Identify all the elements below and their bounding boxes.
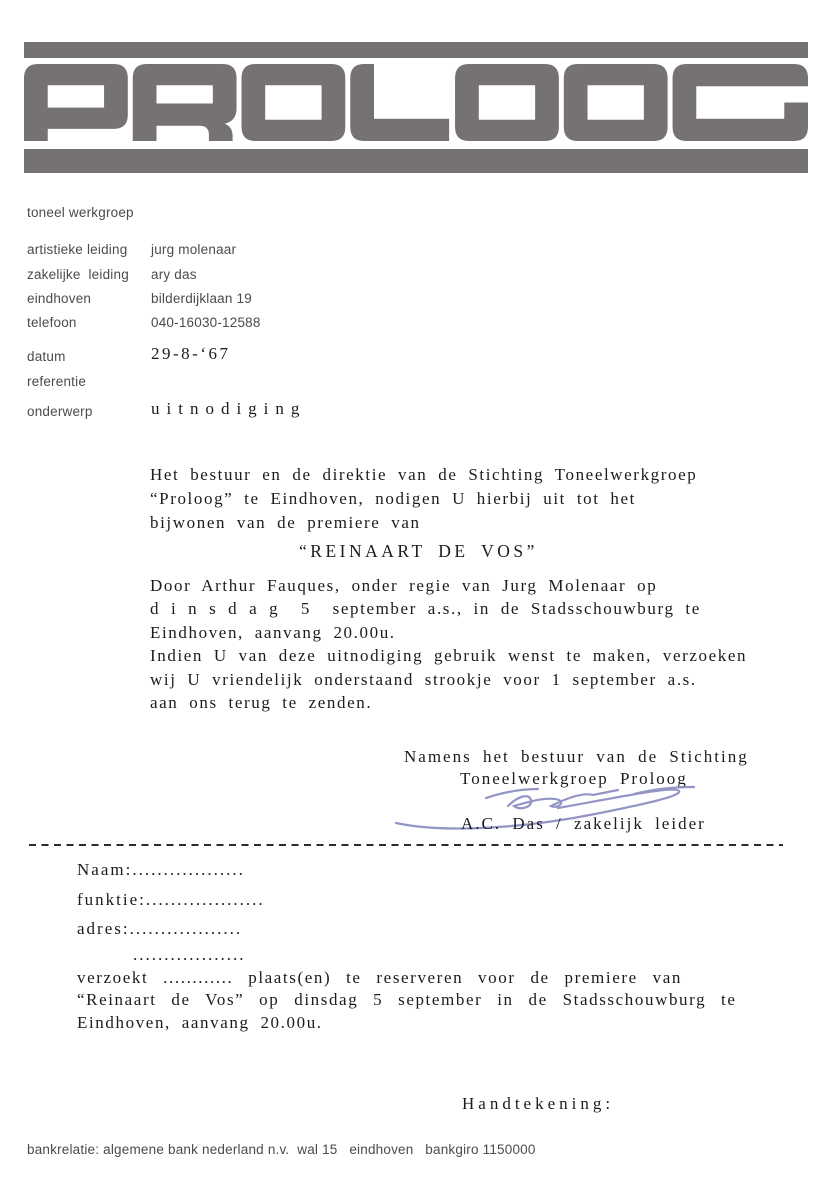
value-datum: 29-8-‘67 <box>151 344 231 363</box>
closing-line-2: Toneelwerkgroep Proloog <box>460 769 688 788</box>
label-referentie: referentie <box>27 374 87 389</box>
label-datum: datum <box>27 349 66 364</box>
body-line: Door Arthur Fauques, onder regie van Jurg Molenaar op <box>150 576 658 595</box>
body-line: bijwonen van de premiere van <box>150 513 421 532</box>
body-line: Het bestuur en de direktie van de Stichting Toneelwerkgroep <box>150 465 698 484</box>
logo-letter-g <box>673 64 808 141</box>
form-field-adres-2: .................. <box>133 945 246 964</box>
body-line: Eindhoven, aanvang 20.00u. <box>150 622 396 642</box>
body-line: Indien U van deze uitnodiging gebruik wenst te maken, verzoeken <box>150 646 748 666</box>
proloog-wordmark <box>24 64 808 141</box>
label-telefoon: telefoon <box>27 315 77 330</box>
value-adres: bilderdijklaan 19 <box>151 291 252 306</box>
logo-bottom-bar <box>24 149 808 173</box>
logo-letter-o <box>564 64 668 141</box>
logo-letter-l <box>350 64 449 141</box>
label-onderwerp: onderwerp <box>27 404 93 419</box>
letterhead-subtitle: toneel werkgroep <box>27 205 134 220</box>
logo-letter-p <box>24 64 128 141</box>
label-zakelijke-leiding: zakelijke leiding <box>27 267 129 282</box>
form-field-naam: Naam:.................. <box>77 860 245 879</box>
form-field-adres: adres:.................. <box>77 919 243 938</box>
form-line: verzoekt ............ plaats(en) te reserveren voor de premiere van <box>77 968 682 987</box>
body-line: d i n s d a g 5 september a.s., in de Stadsschouwburg te <box>150 599 701 619</box>
closing-line-1: Namens het bestuur van de Stichting <box>404 747 749 766</box>
logo-letter-r <box>133 64 237 141</box>
value-artistieke-leiding: jurg molenaar <box>151 242 237 257</box>
form-line: Eindhoven, aanvang 20.00u. <box>77 1012 323 1032</box>
value-telefoon: 040-16030-12588 <box>151 315 261 330</box>
body-paragraph-2 <box>150 574 747 714</box>
form-paragraph <box>77 967 737 1034</box>
label-eindhoven: eindhoven <box>27 291 92 306</box>
value-zakelijke-leiding: ary das <box>151 267 197 282</box>
bank-footer: bankrelatie: algemene bank nederland n.v. wal 15 eindhoven bankgiro 1150000 <box>27 1142 536 1157</box>
logo-letter-o <box>455 64 559 141</box>
label-artistieke-leiding: artistieke leiding <box>27 242 128 257</box>
play-title: “REINAART DE VOS” <box>299 541 538 561</box>
form-line: “Reinaart de Vos” op dinsdag 5 september in de Stadsschouwburg te <box>77 990 737 1010</box>
form-field-funktie: funktie:................... <box>77 890 265 909</box>
body-line: “Proloog” te Eindhoven, nodigen U hierbij uit tot het <box>150 489 636 508</box>
dashed-separator <box>29 844 783 846</box>
signatory-name: A.C. Das / zakelijk leider <box>461 814 706 833</box>
value-onderwerp: uitnodiging <box>151 399 307 418</box>
body-line: wij U vriendelijk onderstaand strookje voor 1 september a.s. <box>150 669 697 689</box>
logo-letter-o <box>242 64 346 141</box>
body-line: aan ons terug te zenden. <box>150 693 373 713</box>
logo-top-bar <box>24 42 808 58</box>
handtekening-label: Handtekening: <box>462 1094 615 1113</box>
body-paragraph-1 <box>150 463 697 535</box>
